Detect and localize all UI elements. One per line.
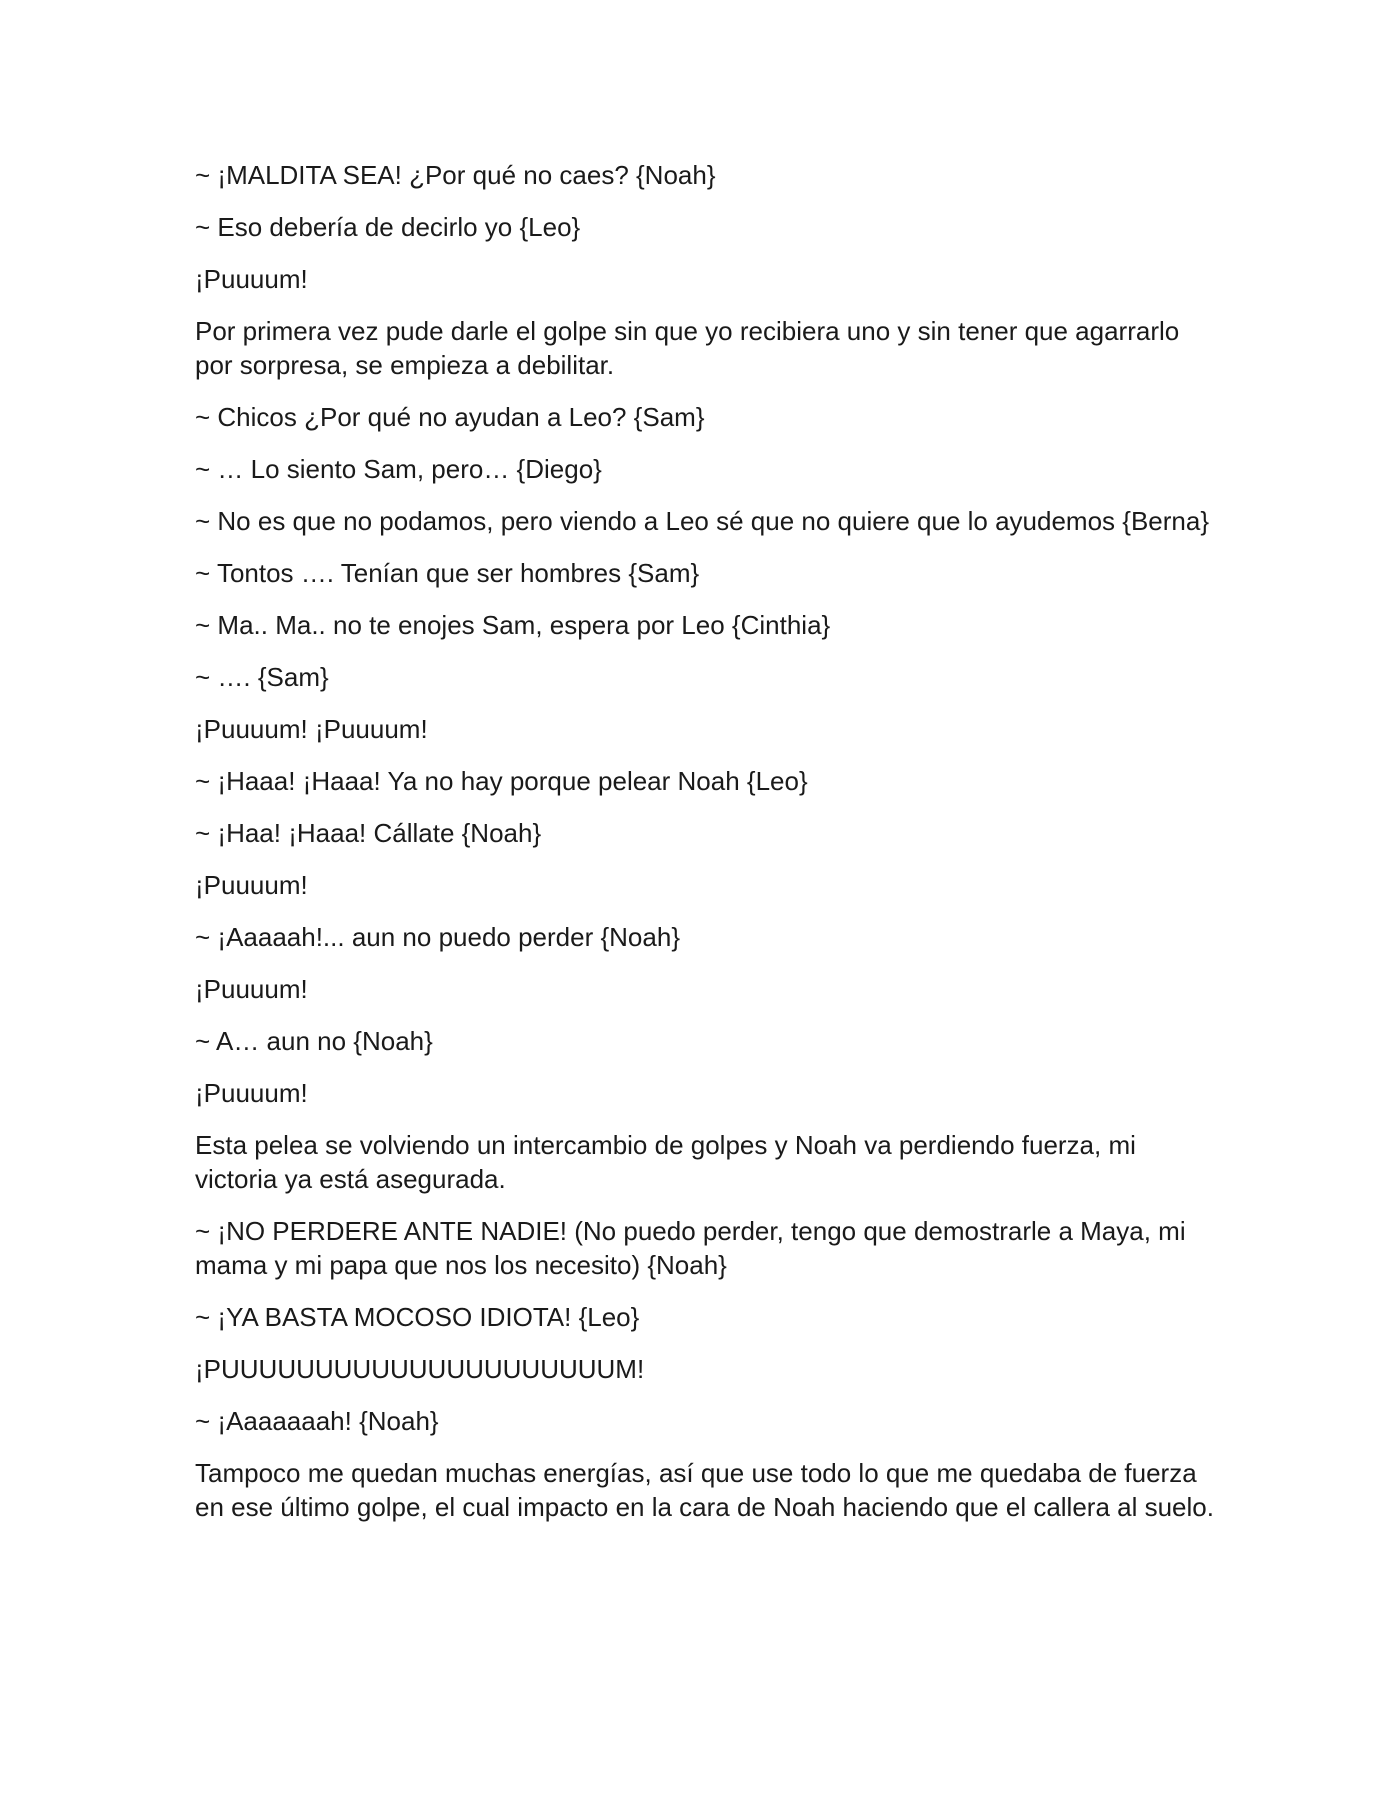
dialogue-line: ~ Chicos ¿Por qué no ayudan a Leo? {Sam} bbox=[195, 402, 705, 432]
dialogue-line: ~ A… aun no {Noah} bbox=[195, 1026, 433, 1056]
dialogue-line: ~ … Lo siento Sam, pero… {Diego} bbox=[195, 454, 602, 484]
dialogue-line: ~ ¡Haaa! ¡Haaa! Ya no hay porque pelear Noah {Leo} bbox=[195, 766, 808, 796]
dialogue-line: ~ No es que no podamos, pero viendo a Leo sé que no quiere que lo ayudemos {Berna} bbox=[195, 506, 1210, 536]
sound-effect: ¡Puuuum! bbox=[195, 974, 308, 1004]
sound-effect: ¡PUUUUUUUUUUUUUUUUUUUUUM! bbox=[195, 1354, 645, 1384]
dialogue-line: ~ ¡Aaaaah!... aun no puedo perder {Noah} bbox=[195, 922, 680, 952]
narration-paragraph: Por primera vez pude darle el golpe sin que yo recibiera uno y sin tener que agarrarlo por sorpresa, se empieza a debilitar. bbox=[195, 316, 1180, 380]
dialogue-line: ~ ¡Haa! ¡Haaa! Cállate {Noah} bbox=[195, 818, 542, 848]
sound-effect: ¡Puuuum! bbox=[195, 870, 308, 900]
narration-paragraph: Tampoco me quedan muchas energías, así que use todo lo que me quedaba de fuerza en ese último golpe, el cual impacto en la cara de Noah haciendo que el callera al suelo. bbox=[195, 1458, 1214, 1522]
sound-effect: ¡Puuuum! bbox=[195, 264, 308, 294]
dialogue-line: ~ Eso debería de decirlo yo {Leo} bbox=[195, 212, 581, 242]
dialogue-line: ~ ¡Aaaaaaah! {Noah} bbox=[195, 1406, 439, 1436]
dialogue-line: ~ ¡YA BASTA MOCOSO IDIOTA! {Leo} bbox=[195, 1302, 640, 1332]
dialogue-line: ~ ¡MALDITA SEA! ¿Por qué no caes? {Noah} bbox=[195, 160, 716, 190]
sound-effect: ¡Puuuum! bbox=[195, 1078, 308, 1108]
sound-effect: ¡Puuuum! ¡Puuuum! bbox=[195, 714, 428, 744]
dialogue-line: ~ Tontos …. Tenían que ser hombres {Sam} bbox=[195, 558, 700, 588]
dialogue-line: ~ ¡NO PERDERE ANTE NADIE! (No puedo perder, tengo que demostrarle a Maya, mi mama y mi papa que nos los necesito) {Noah} bbox=[195, 1216, 1186, 1280]
dialogue-line: ~ …. {Sam} bbox=[195, 662, 329, 692]
narration-paragraph: Esta pelea se volviendo un intercambio de golpes y Noah va perdiendo fuerza, mi victoria ya está asegurada. bbox=[195, 1130, 1136, 1194]
document-page bbox=[195, 158, 1215, 1542]
dialogue-line: ~ Ma.. Ma.. no te enojes Sam, espera por Leo {Cinthia} bbox=[195, 610, 831, 640]
